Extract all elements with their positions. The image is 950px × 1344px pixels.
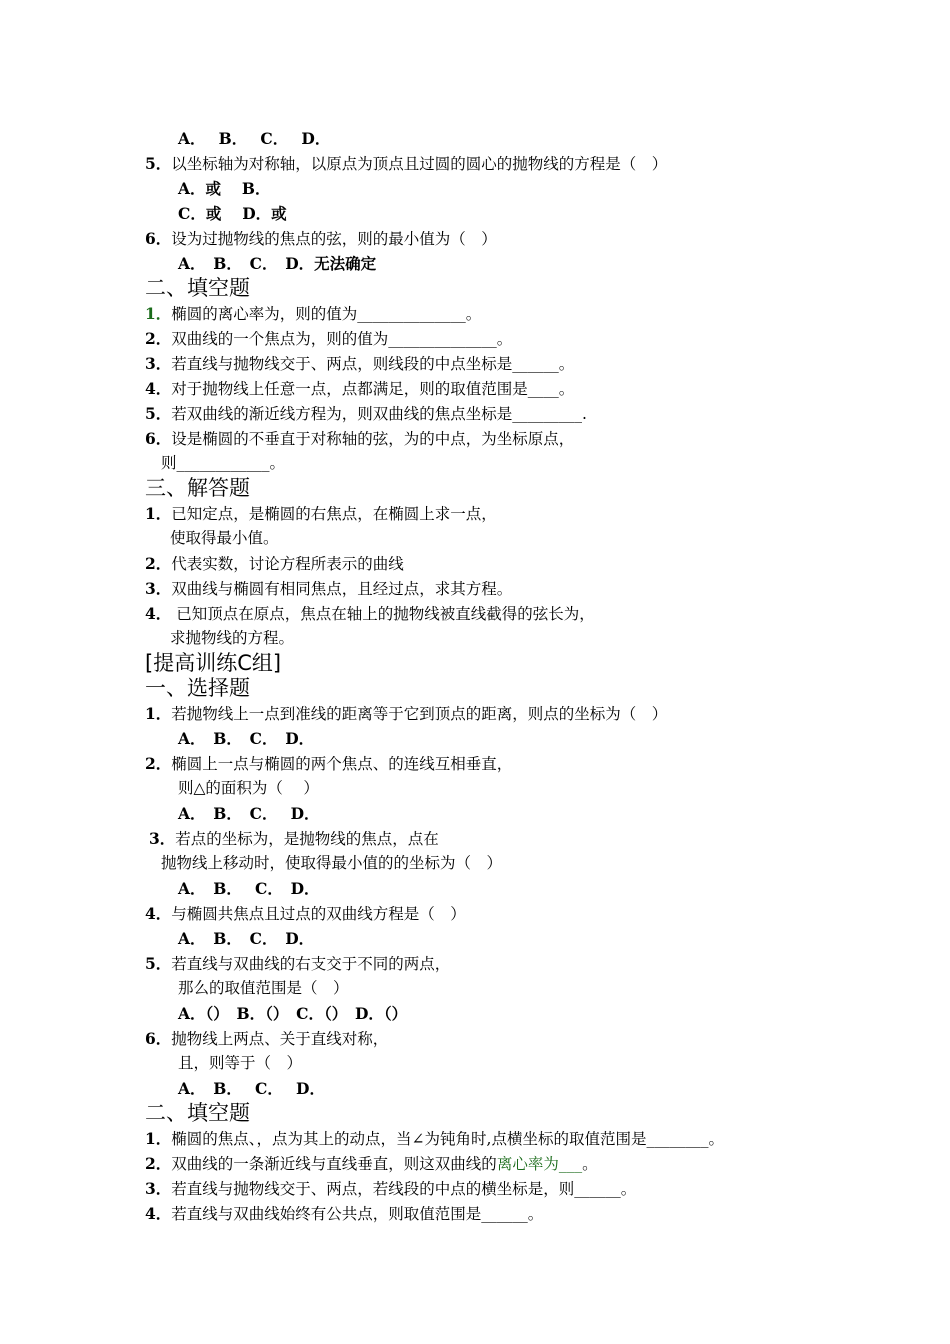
fill2-question-1: 1．椭圆的焦点、，点为其上的动点，当∠为钝角时,点横坐标的取值范围是________。 [145,1129,724,1148]
choice-question-3-options: A． B． C． D． [178,879,320,898]
fill-question-5: 5．若双曲线的渐近线方程为，则双曲线的焦点坐标是_________. [145,404,587,423]
fill-question-2: 2．双曲线的一个焦点为，则的值为______________。 [145,329,513,348]
fill-question-1: 1．椭圆的离心率为，则的值为______________。 [145,304,482,323]
question-5-options-2: C．或 D．或 [178,204,287,223]
choice-question-2: 2．椭圆上一点与椭圆的两个焦点、的连线互相垂直， [145,754,513,773]
choice-question-5-options: A．（） B．（） C．（） D．（） [178,1004,408,1023]
options-line: A． B． C． D． [178,129,331,148]
choice-question-6-options: A． B． C． D． [178,1079,325,1098]
answer-question-2: 2．代表实数，讨论方程所表示的曲线 [145,554,404,573]
answer-heading: 三、解答题 [145,476,250,500]
fill-in-heading-2: 二、填空题 [145,1101,250,1125]
choice-question-2-cont: 则△的面积为（ ） [178,779,319,797]
question-5-options-1: A．或 B． [178,179,271,198]
answer-question-4-cont: 求抛物线的方程。 [170,629,295,647]
choice-question-6: 6．抛物线上两点、关于直线对称， [145,1029,389,1048]
answer-question-3: 3．双曲线与椭圆有相同焦点，且经过点，求其方程。 [145,579,513,598]
fill-question-6: 6．设是椭圆的不垂直于对称轴的弦，为的中点，为坐标原点， [145,429,575,448]
fill-question-3: 3．若直线与抛物线交于、两点，则线段的中点坐标是______。 [145,354,575,373]
fill-question-4: 4．对于抛物线上任意一点，点都满足，则的取值范围是____。 [145,379,575,398]
choice-question-3: 3．若点的坐标为，是抛物线的焦点，点在 [149,829,439,848]
choice-question-1-options: A． B． C． D． [178,729,315,748]
choice-question-2-options: A． B． C． D． [178,804,320,823]
choice-question-4: 4．与椭圆共焦点且过点的双曲线方程是（ ） [145,904,466,923]
question-6: 6．设为过抛物线的焦点的弦，则的最小值为（ ） [145,229,497,248]
answer-question-1-cont: 使取得最小值。 [170,529,279,547]
choice-heading: 一、选择题 [145,676,250,700]
question-6-options: A． B． C． D．无法确定 [178,254,377,273]
fill2-question-3: 3．若直线与抛物线交于、两点，若线段的中点的横坐标是，则______。 [145,1179,637,1198]
document-content [145,126,845,1226]
fill2-question-4: 4．若直线与双曲线始终有公共点，则取值范围是______。 [145,1204,544,1223]
choice-question-1: 1．若抛物线上一点到准线的距离等于它到顶点的距离，则点的坐标为（ ） [145,704,668,723]
question-5: 5．以坐标轴为对称轴，以原点为顶点且过圆的圆心的抛物线的方程是（ ） [145,154,668,173]
fill-question-6-cont: 则____________。 [161,454,286,472]
choice-question-5: 5．若直线与双曲线的右支交于不同的两点， [145,954,451,973]
choice-question-5-cont: 那么的取值范围是（ ） [178,979,349,997]
answer-question-1: 1．已知定点，是椭圆的右焦点，在椭圆上求一点， [145,504,497,523]
choice-question-6-cont: 且，则等于（ ） [178,1054,303,1072]
choice-question-3-cont: 抛物线上移动时，使取得最小值的的坐标为（ ） [161,854,503,872]
highlighted-text: 离心率为___ [496,1155,583,1173]
choice-question-4-options: A． B． C． D． [178,929,315,948]
group-heading: [提高训练C组] [145,651,282,675]
fill2-question-2: 2．双曲线的一条渐近线与直线垂直，则这双曲线的离心率为___。 [145,1154,598,1173]
fill-in-heading: 二、填空题 [145,276,250,300]
answer-question-4: 4． 已知顶点在原点，焦点在轴上的抛物线被直线截得的弦长为， [145,604,595,623]
